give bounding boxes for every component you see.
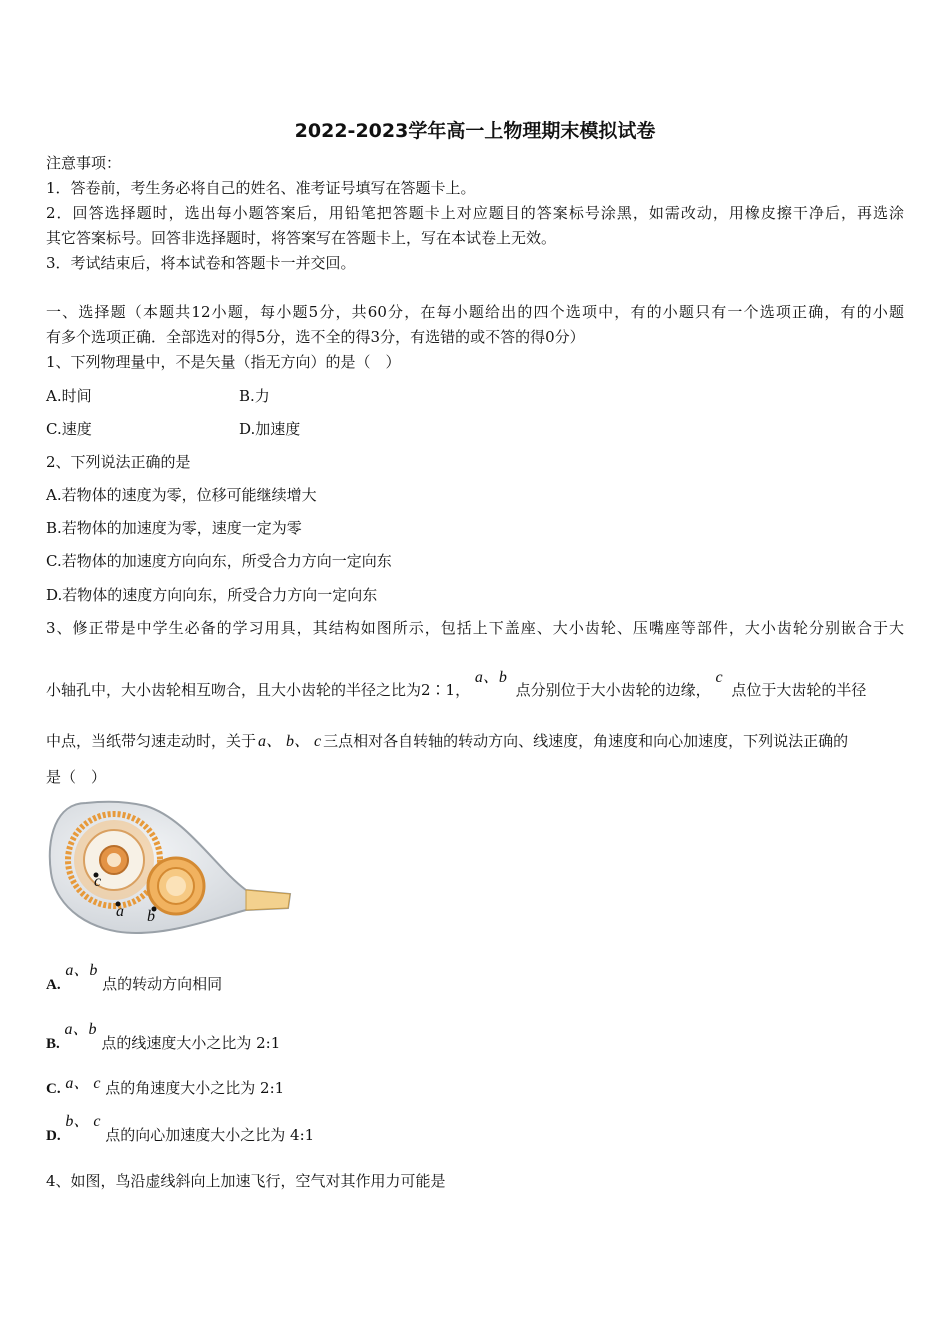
notice-item: 1．答卷前，考生务必将自己的姓名、准考证号填写在答题卡上。 bbox=[46, 179, 476, 197]
q2-stem: 2、下列说法正确的是 bbox=[46, 453, 191, 471]
q3-option-a: A. a、b 点的转动方向相同 bbox=[46, 962, 223, 993]
q1-option-a: A.时间 bbox=[46, 387, 92, 405]
q2-option-a: A.若物体的速度为零，位移可能继续增大 bbox=[46, 486, 317, 504]
var-ab: a、b bbox=[474, 669, 507, 686]
page-title: 2022-2023学年高一上物理期末模拟试卷 bbox=[294, 120, 656, 142]
q1-option-b: B.力 bbox=[239, 387, 270, 405]
q1-option-d: D.加速度 bbox=[239, 420, 301, 438]
q3-option-b: B. a、b 点的线速度大小之比为 2:1 bbox=[46, 1021, 281, 1052]
q2-option-c: C.若物体的加速度方向向东，所受合力方向一定向东 bbox=[46, 552, 392, 570]
section-heading: 一、选择题（本题共12小题，每小题5分，共60分，在每小题给出的四个选项中，有的小题只有一个选项正确，有的小题 bbox=[46, 303, 904, 321]
notice-item: 其它答案标号。回答非选择题时，将答案写在答题卡上，写在本试卷上无效。 bbox=[46, 229, 557, 247]
figure-label-a: a bbox=[116, 903, 124, 920]
q3-stem-line1: 3、修正带是中学生必备的学习用具，其结构如图所示，包括上下盖座、大小齿轮、压嘴座等部件，大小齿轮分别嵌合于大 bbox=[46, 619, 904, 637]
correction-tape-figure bbox=[46, 798, 296, 938]
q3-stem-line3: 中点，当纸带匀速走动时，关于 a、 b、 c 三点相对各自转轴的转动方向、线速度，角速度和向心加速度，下列说法正确的 bbox=[46, 732, 849, 750]
q3-stem-line2: 小轴孔中，大小齿轮相互吻合，且大小齿轮的半径之比为2∶1， a、b 点分别位于大小齿轮的边缘， c 点位于大齿轮的半径 bbox=[46, 669, 867, 699]
var-abc: a、 b、 c bbox=[258, 733, 322, 750]
q4-stem: 4、如图，鸟沿虚线斜向上加速飞行，空气对其作用力可能是 bbox=[46, 1172, 446, 1190]
q1-stem: 1、下列物理量中，不是矢量（指无方向）的是（ ） bbox=[46, 353, 401, 371]
section-heading-cont: 有多个选项正确．全部选对的得5分，选不全的得3分，有选错的或不答的得0分） bbox=[46, 328, 585, 346]
var-c: c bbox=[715, 669, 723, 686]
q2-option-d: D.若物体的速度方向向东，所受合力方向一定向东 bbox=[46, 586, 378, 604]
notice-heading: 注意事项： bbox=[46, 154, 122, 172]
notice-item: 2．回答选择题时，选出每小题答案后，用铅笔把答题卡上对应题目的答案标号涂黑，如需改动，用橡皮擦干净后，再选涂 bbox=[46, 204, 904, 222]
figure-label-c: c bbox=[94, 873, 102, 890]
q3-option-d: D. b、 c 点的向心加速度大小之比为 4:1 bbox=[46, 1113, 315, 1144]
q3-option-c: C. a、 c 点的角速度大小之比为 2:1 bbox=[46, 1075, 285, 1097]
q3-stem-line4: 是（ ） bbox=[46, 768, 107, 786]
notice-item: 3．考试结束后，将本试卷和答题卡一并交回。 bbox=[46, 254, 356, 272]
q2-option-b: B.若物体的加速度为零，速度一定为零 bbox=[46, 519, 302, 537]
q1-option-c: C.速度 bbox=[46, 420, 92, 438]
figure-label-b: b bbox=[147, 908, 155, 925]
